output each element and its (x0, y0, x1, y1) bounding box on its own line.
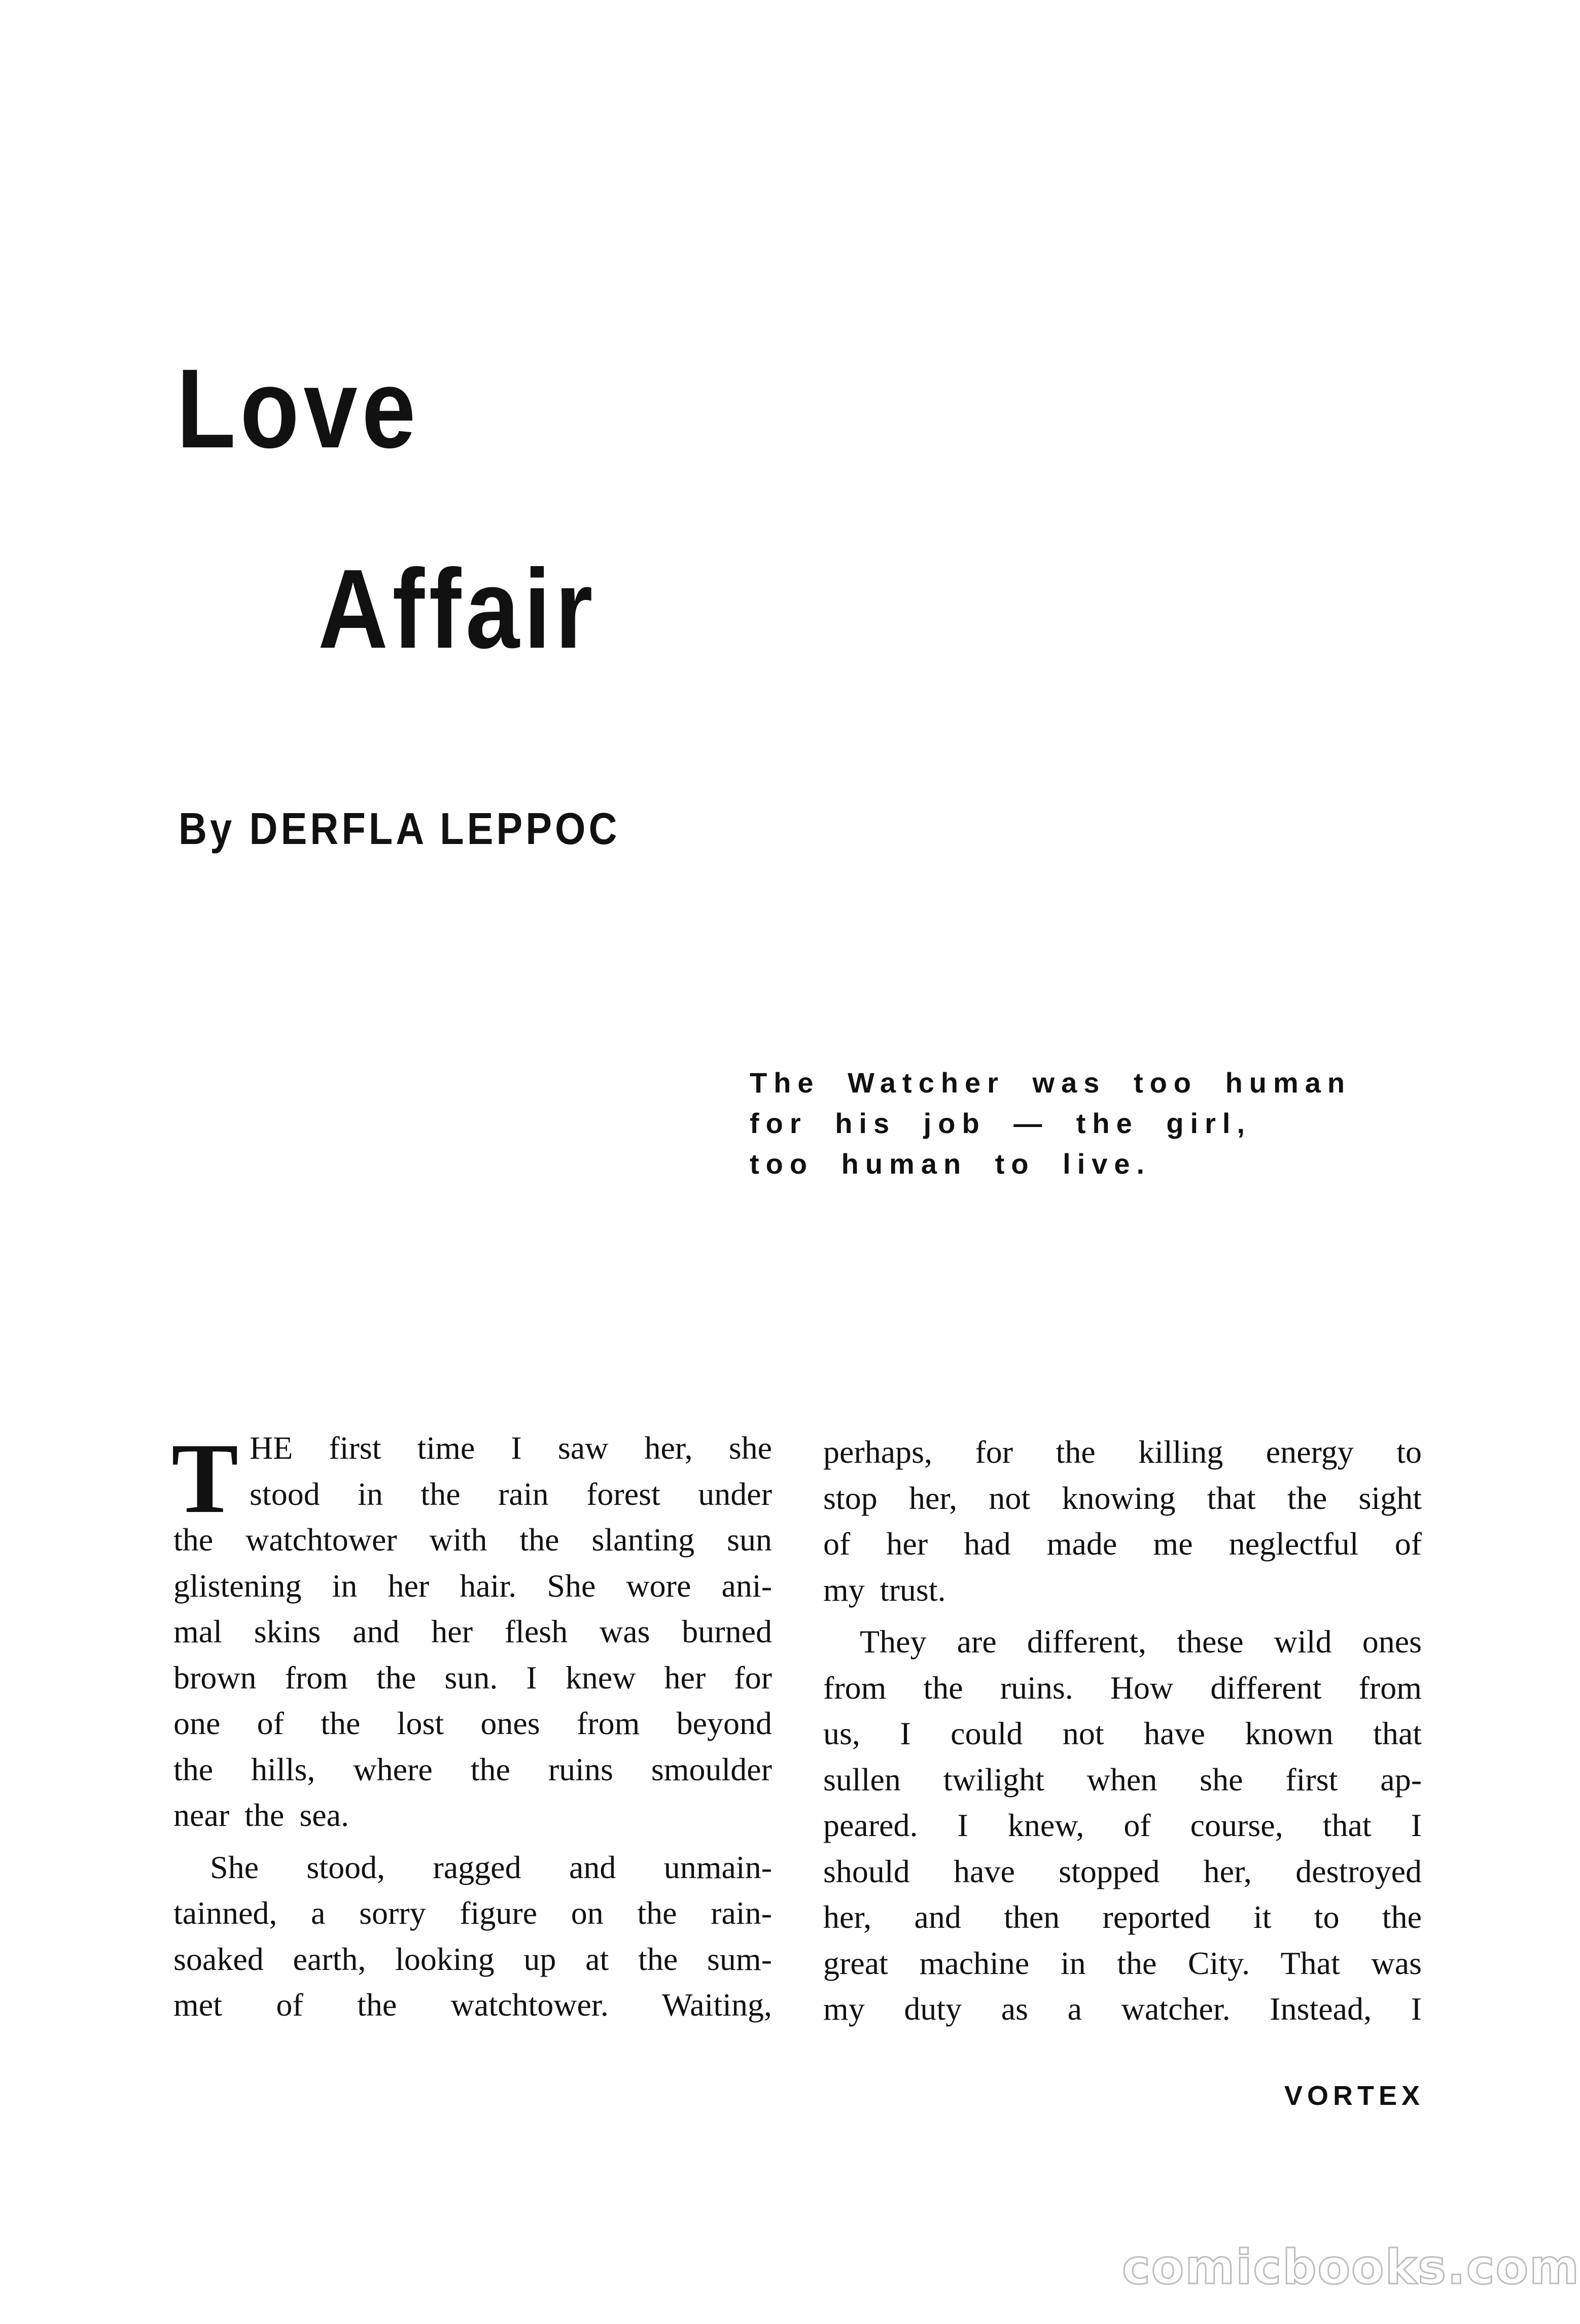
body-line: mal skins and her flesh was burned (173, 1613, 772, 1649)
watermark-logo: comicbooks.com (1122, 2240, 1580, 2295)
body-line-text: HE first time I saw her, she (250, 1430, 772, 1466)
body-line: the hills, where the ruins smoulder (173, 1751, 772, 1787)
teaser-line: too human to live. (750, 1148, 1151, 1180)
body-line: one of the lost ones from beyond (173, 1705, 772, 1741)
body-column-left (173, 1425, 772, 2028)
byline (179, 803, 620, 854)
body-line: tainned, a sorry figure on the rain- (173, 1895, 772, 1931)
story-title-line-1: Love (177, 346, 420, 472)
body-line: glistening in her hair. She wore ani- (173, 1567, 772, 1604)
drop-cap: T (171, 1423, 239, 1534)
body-line: should have stopped her, destroyed (823, 1853, 1422, 1889)
body-line: peared. I knew, of course, that I (823, 1807, 1422, 1843)
body-line: She stood, ragged and unmain- (210, 1849, 772, 1885)
body-line: perhaps, for the killing energy to (823, 1434, 1422, 1470)
body-line: sullen twilight when she first ap- (823, 1761, 1422, 1798)
byline-prefix: By (179, 803, 235, 854)
body-line: the watchtower with the slanting sun (173, 1522, 772, 1558)
author-name: DERFLA LEPPOC (249, 803, 620, 854)
body-line: soaked earth, looking up at the sum- (173, 1941, 772, 1977)
body-line: near the sea. (173, 1797, 349, 1833)
publication-footer: VORTEX (1284, 2081, 1425, 2111)
paragraph-gap (173, 1839, 772, 1845)
teaser-line: The Watcher was too human (750, 1067, 1352, 1099)
body-line: stood in the rain forest under (250, 1475, 772, 1512)
body-line: my trust. (823, 1571, 946, 1608)
body-line: us, I could not have known that (823, 1715, 1422, 1751)
teaser-line: for his job — the girl, (750, 1107, 1251, 1139)
teaser-blurb (750, 1063, 1351, 1184)
paragraph-gap (823, 1613, 1422, 1619)
body-line: great machine in the City. That was (823, 1945, 1422, 1981)
body-line: of her had made me neglectful of (823, 1526, 1422, 1562)
body-line: brown from the sun. I knew her for (173, 1659, 772, 1696)
body-column-right (823, 1429, 1422, 2032)
body-line: my duty as a watcher. Instead, I (823, 1991, 1422, 2027)
body-line: met of the watchtower. Waiting, (173, 1987, 772, 2023)
body-line: her, and then reported it to the (823, 1899, 1422, 1935)
body-line: stop her, not knowing that the sight (823, 1480, 1422, 1516)
body-line: They are different, these wild ones (860, 1624, 1422, 1660)
body-line: from the ruins. How different from (823, 1669, 1422, 1706)
story-title-line-2: Affair (318, 546, 598, 672)
